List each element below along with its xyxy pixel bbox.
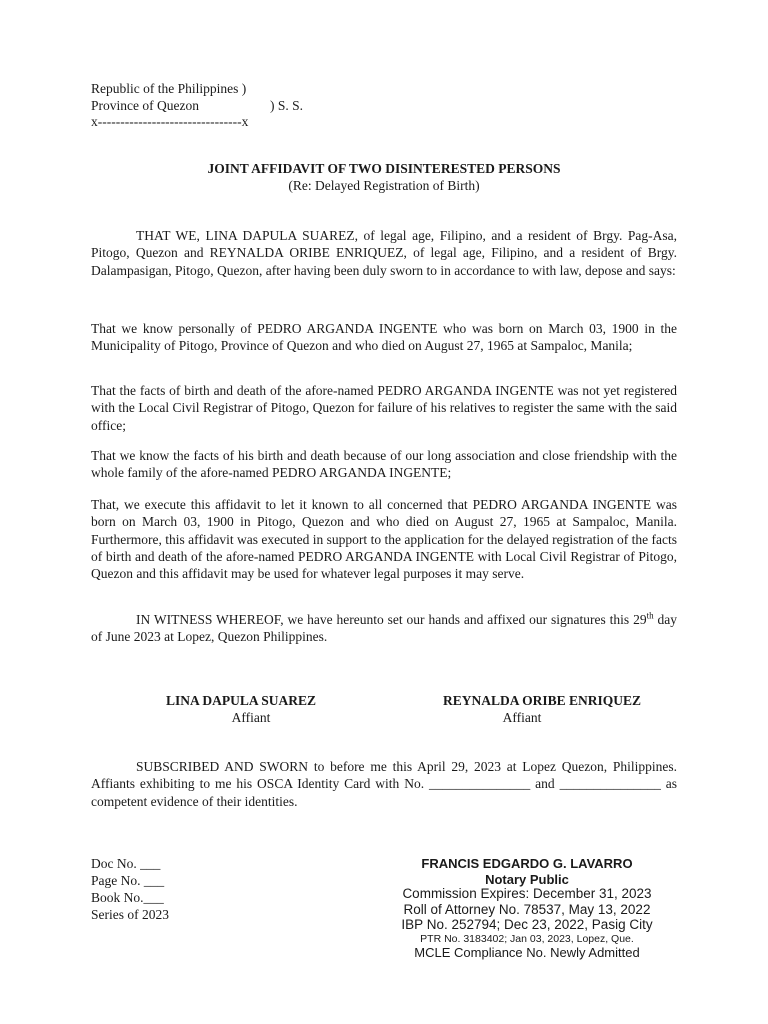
venue-ss: ) S. S. xyxy=(270,98,304,113)
venue-province: Province of Quezon xyxy=(91,98,199,113)
notary-mcle: MCLE Compliance No. Newly Admitted xyxy=(414,945,640,960)
affiant-label-1: Affiant xyxy=(231,710,271,725)
notary-title: Notary Public xyxy=(485,872,569,887)
notary-name: FRANCIS EDGARDO G. LAVARRO xyxy=(421,856,633,871)
intro-paragraph: THAT WE, LINA DAPULA SUAREZ, of legal age, Filipino, and a resident of Brgy. Pag-Asa, Pitogo, Quezon and REYNALDA ORIBE ENRIQUEZ, of legal age, Filipino, and a resident of Brgy. Dalampasigan, Pitogo, Quezon, after having been duly sworn to in accordance to with law, depose and says: xyxy=(91,228,677,278)
paragraph-not-registered: That the facts of birth and death of the afore-named PEDRO ARGANDA INGENTE was not yet registered with the Local Civil Registrar of Pitogo, Quezon for failure of his relatives to register the same with the said office; xyxy=(91,383,677,433)
affiant-name-2: REYNALDA ORIBE ENRIQUEZ xyxy=(442,693,642,708)
paragraph-known-personally: That we know personally of PEDRO ARGANDA INGENTE who was born on March 03, 1900 in the Municipality of Pitogo, Province of Quezon and who died on August 27, 1965 at Sampaloc, Manila; xyxy=(91,321,677,354)
venue-separator: x--------------------------------x xyxy=(91,114,249,129)
witness-paragraph xyxy=(91,611,677,646)
notary-roll-of-attorney: Roll of Attorney No. 78537, May 13, 2022 xyxy=(403,902,651,917)
notary-ptr: PTR No. 3183402; Jan 03, 2023, Lopez, Que. xyxy=(420,933,634,945)
witness-text-end: day of June 2023 at Lopez, Quezon Philippines. xyxy=(91,612,677,645)
notary-commission: Commission Expires: December 31, 2023 xyxy=(402,886,652,901)
doc-number: Doc No. ___ xyxy=(91,856,161,871)
affiant-label-2: Affiant xyxy=(502,710,542,725)
paragraph-affidavit-purpose: That, we execute this affidavit to let it known to all concerned that PEDRO ARGANDA INGENTE was born on March 03, 1900 in Pitogo, Quezon and who died on August 27, 1965 at Sampaloc, Manila. Furthermore, this affidavit was executed in support to the application for the delayed registration of the facts of birth and death of the afore-named PEDRO ARGANDA INGENTE with Local Civil Registrar of Pitogo, Quezon and this affidavit may be used for whatever legal purposes it may serve. xyxy=(91,497,677,582)
witness-day-suffix: th xyxy=(646,610,654,621)
series-year: Series of 2023 xyxy=(91,907,169,922)
affiant-name-1: LINA DAPULA SUAREZ xyxy=(165,693,317,708)
venue-republic: Republic of the Philippines ) xyxy=(91,81,247,96)
document-title: JOINT AFFIDAVIT OF TWO DISINTERESTED PERSONS xyxy=(207,161,561,176)
witness-text-start: IN WITNESS WHEREOF, we have hereunto set our hands and affixed our signatures this 29 xyxy=(136,612,647,627)
book-number: Book No.___ xyxy=(91,890,164,905)
notary-ibp: IBP No. 252794; Dec 23, 2022, Pasig City xyxy=(401,917,653,932)
jurat-paragraph: SUBSCRIBED AND SWORN to before me this April 29, 2023 at Lopez Quezon, Philippines. Affiants exhibiting to me his OSCA Identity Card with No. _______________ and _______________ as competent evidence of their identities. xyxy=(91,759,677,809)
paragraph-long-association: That we know the facts of his birth and death because of our long association and close friendship with the whole family of the afore-named PEDRO ARGANDA INGENTE; xyxy=(91,448,677,481)
document-subtitle: (Re: Delayed Registration of Birth) xyxy=(288,178,480,193)
page-number: Page No. ___ xyxy=(91,873,165,888)
